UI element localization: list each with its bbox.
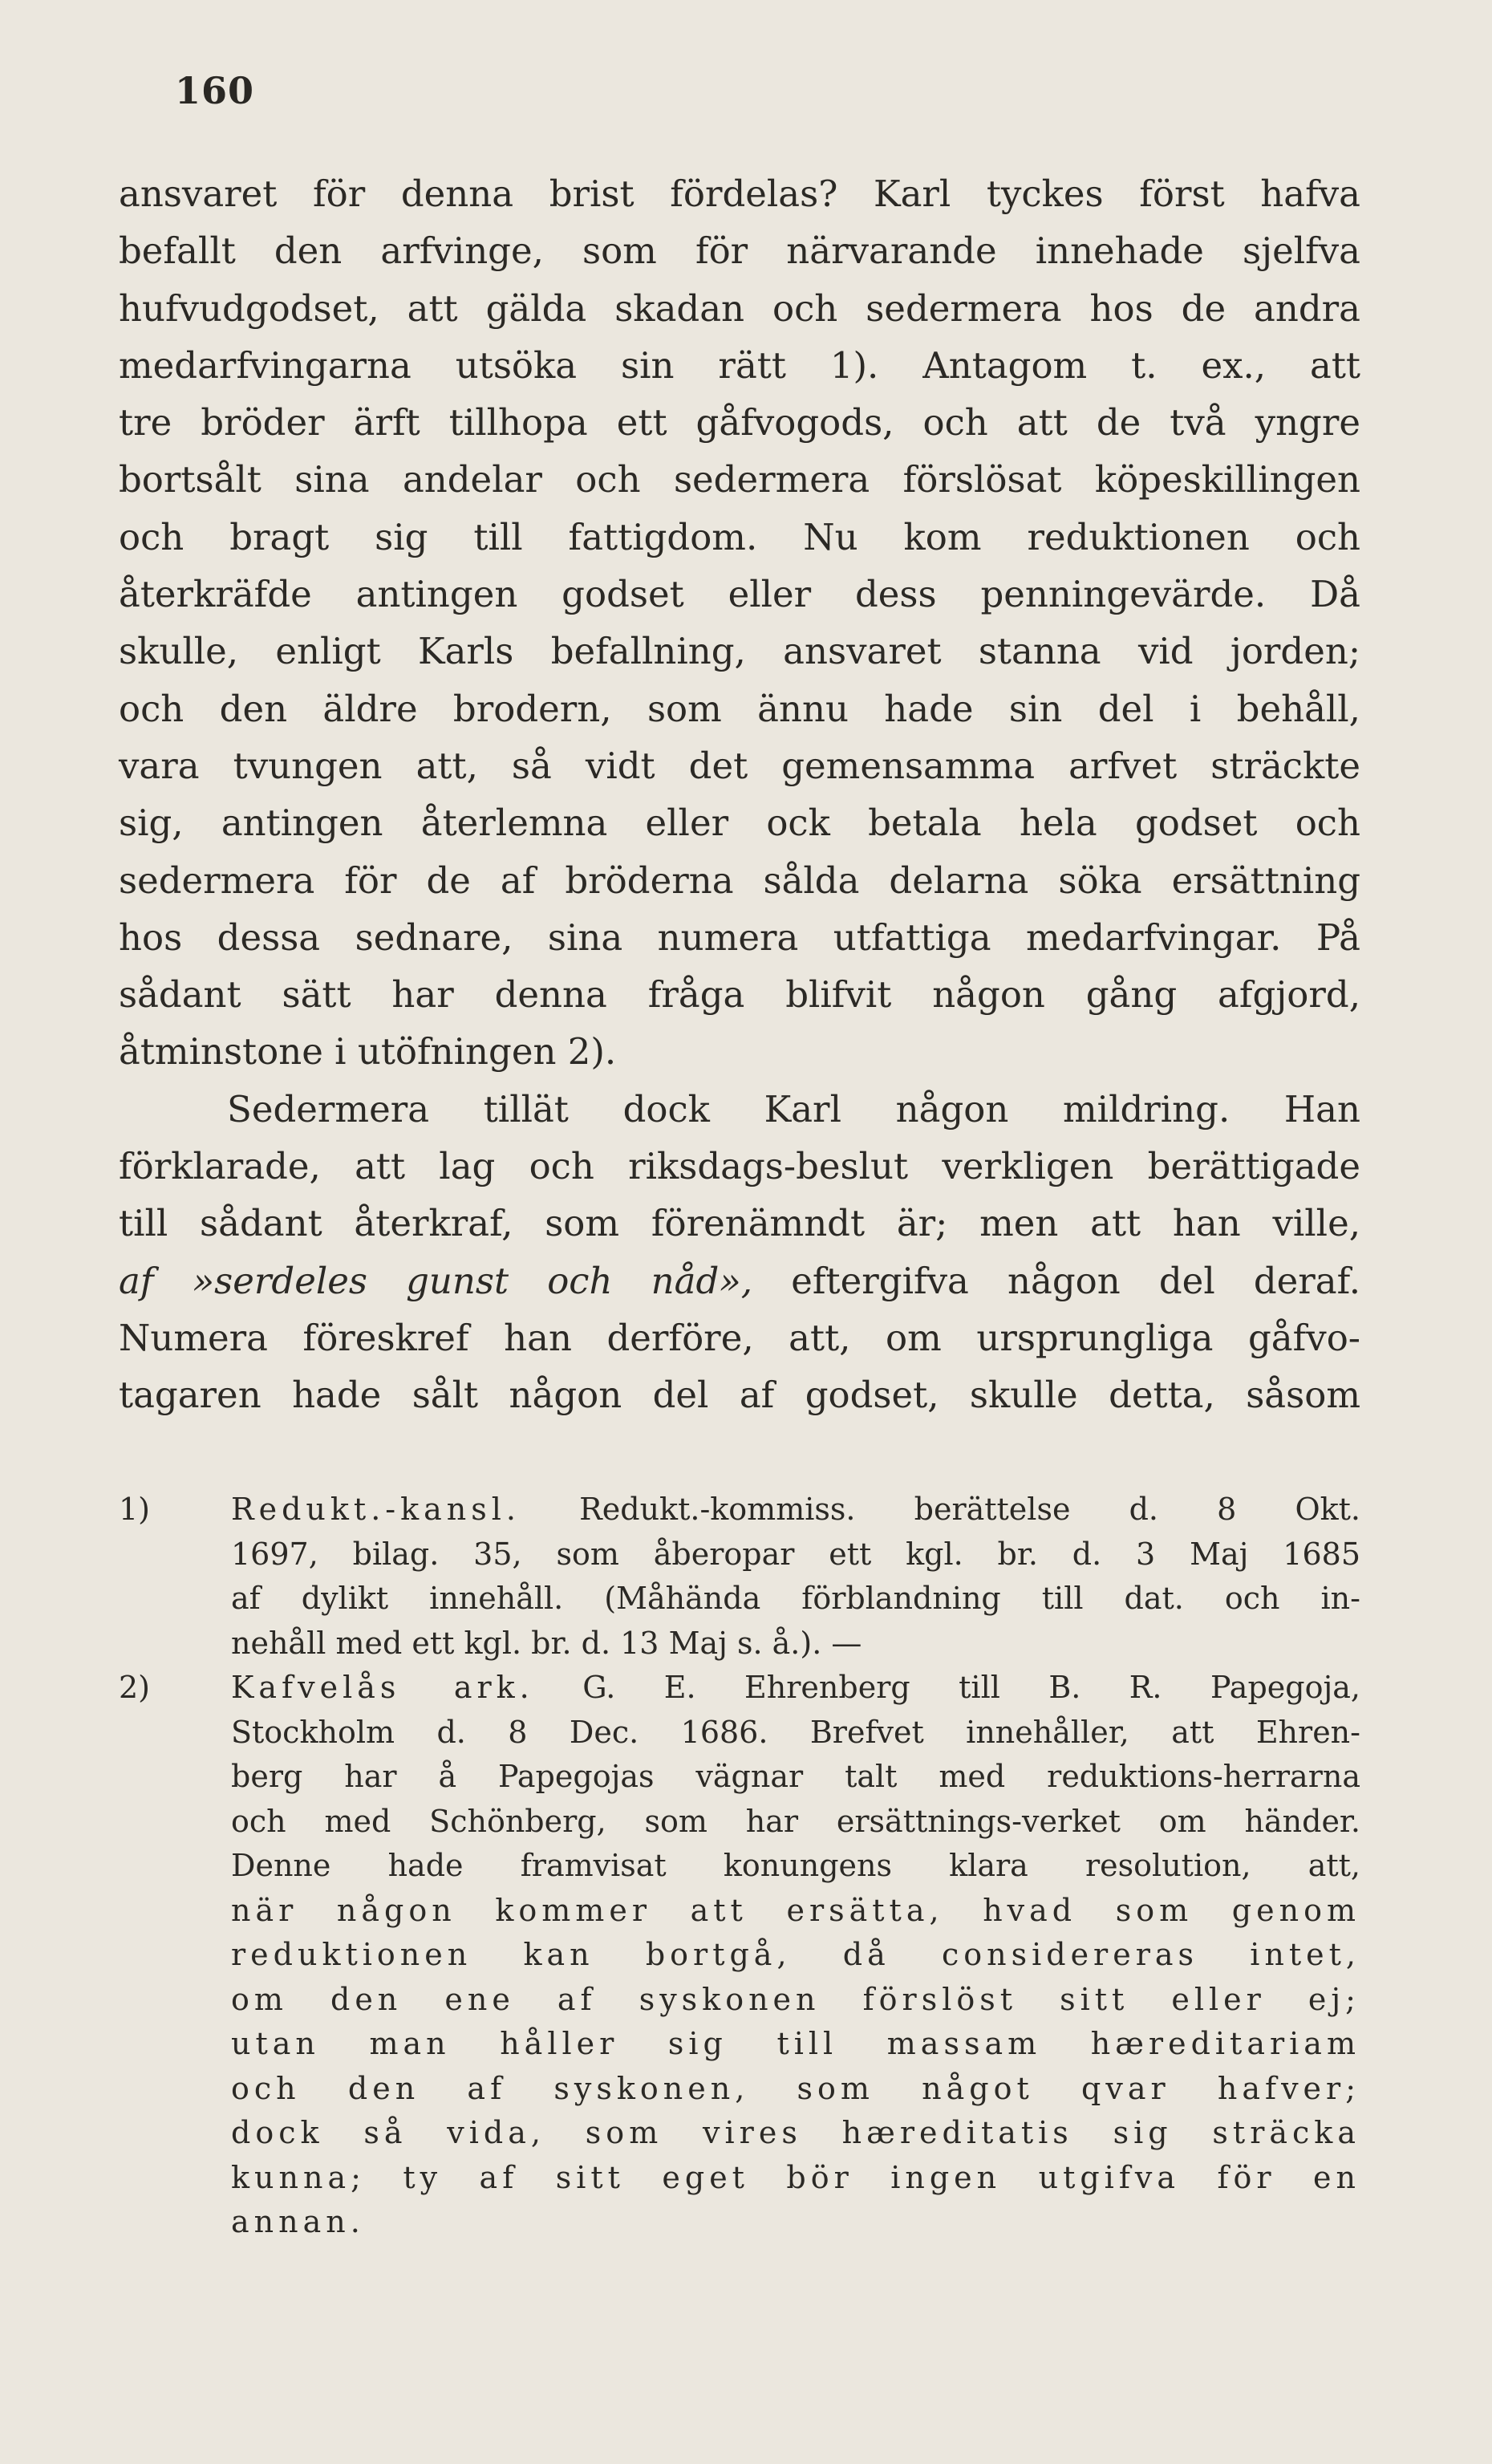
footnote-quote-line: och den af syskonen, som något qvar hafver; [231,2070,1360,2106]
text-line: förklarade, att lag och riksdags-beslut verkligen berättigade [119,1145,1360,1188]
footnote-text: Redukt.-kommiss. berättelse d. 8 Okt. [521,1492,1360,1527]
footnote-quote-line: utan man håller sig till massam hæreditariam [231,2026,1360,2061]
text-line: Sedermera tillät dock Karl någon mildring. Han [227,1087,1360,1131]
footnote-line: af dylikt innehåll. (Måhända förblandning till dat. och in- [231,1581,1360,1616]
footnote-text: G. E. Ehrenberg till B. R. Papegoja, [533,1670,1360,1705]
text-line: medarfvingarna utsöka sin rätt 1). Antagom t. ex., att [119,343,1360,387]
footnote-line: och med Schönberg, som har ersättnings-verket om händer. [231,1803,1360,1839]
text-line: bortsålt sina andelar och sedermera förslösat köpeskillingen [119,458,1360,501]
italic-quote: af »serdeles gunst och nåd», [119,1259,753,1302]
footnotes [119,1488,1360,2245]
text-line: tre bröder ärft tillhopa ett gåfvogods, och att de två yngre [119,401,1360,444]
footnote-2-line [119,1666,1360,1711]
main-text [119,165,1360,1424]
footnote-marker: 1) [119,1492,151,1527]
text-line: sedermera för de af bröderna sålda delarna söka ersättning [119,859,1360,902]
text-line: hos dessa sednare, sina numera utfattiga medarfvingar. På [119,915,1360,959]
quote-rest: eftergifva någon del deraf. [752,1259,1360,1302]
footnote-quote-line: annan. [231,2204,365,2239]
text-line-italic-quote [119,1252,1360,1309]
footnote-line: Stockholm d. 8 Dec. 1686. Brefvet innehåller, att Ehren- [231,1714,1360,1750]
footnote-line: berg har å Papegojas vägnar talt med reduktions-herrarna [231,1759,1360,1794]
footnote-line: Denne hade framvisat konungens klara resolution, att, [231,1848,1360,1883]
text-line: sig, antingen återlemna eller ock betala hela godset och [119,802,1360,845]
text-line: tagaren hade sålt någon del af godset, skulle detta, såsom [119,1374,1360,1417]
text-line: åtminstone i utöfningen 2). [119,1030,617,1074]
footnote-quote-line: om den ene af syskonen förslöst sitt eller ej; [231,1981,1360,2017]
footnote-quote-line: när någon kommer att ersätta, hvad som genom [231,1892,1360,1928]
page-number: 160 [175,69,255,112]
text-line: ansvaret för denna brist fördelas? Karl tyckes först hafva [119,173,1360,215]
text-line: vara tvungen att, så vidt det gemensamma arfvet sträckte [119,744,1360,787]
footnote-marker: 2) [119,1670,151,1705]
text-line: hufvudgodset, att gälda skadan och sedermera hos de andra [119,286,1360,330]
footnote-1-line [119,1488,1360,1532]
text-line: till sådant återkraf, som förenämndt är; men att han ville, [119,1202,1360,1245]
footnote-line: nehåll med ett kgl. br. d. 13 Maj s. å.). — [231,1625,862,1661]
text-line: och bragt sig till fattigdom. Nu kom reduktionen och [119,515,1360,558]
text-line: skulle, enligt Karls befallning, ansvaret stanna vid jorden; [119,630,1360,673]
text-line: sådant sätt har denna fråga blifvit någon gång afgjord, [119,973,1360,1017]
text-line: Numera föreskref han derföre, att, om ursprungliga gåfvo- [119,1316,1360,1359]
footnote-quote-line: dock så vida, som vires hæreditatis sig sträcka [231,2115,1360,2150]
text-line: återkräfde antingen godset eller dess penningevärde. Då [119,573,1360,616]
text-line: befallt den arfvinge, som för närvarande innehade sjelfva [119,229,1360,273]
footnote-source: Redukt.-kansl. [231,1492,521,1527]
footnote-line: 1697, bilag. 35, som åberopar ett kgl. br. d. 3 Maj 1685 [231,1536,1360,1572]
footnote-source: Kafvelås ark. [231,1670,534,1705]
text-line: och den äldre brodern, som ännu hade sin del i behåll, [119,687,1360,730]
footnote-quote-line: reduktionen kan bortgå, då considereras intet, [231,1937,1360,1972]
footnote-quote-line: kunna; ty af sitt eget bör ingen utgifva för en [231,2159,1360,2195]
